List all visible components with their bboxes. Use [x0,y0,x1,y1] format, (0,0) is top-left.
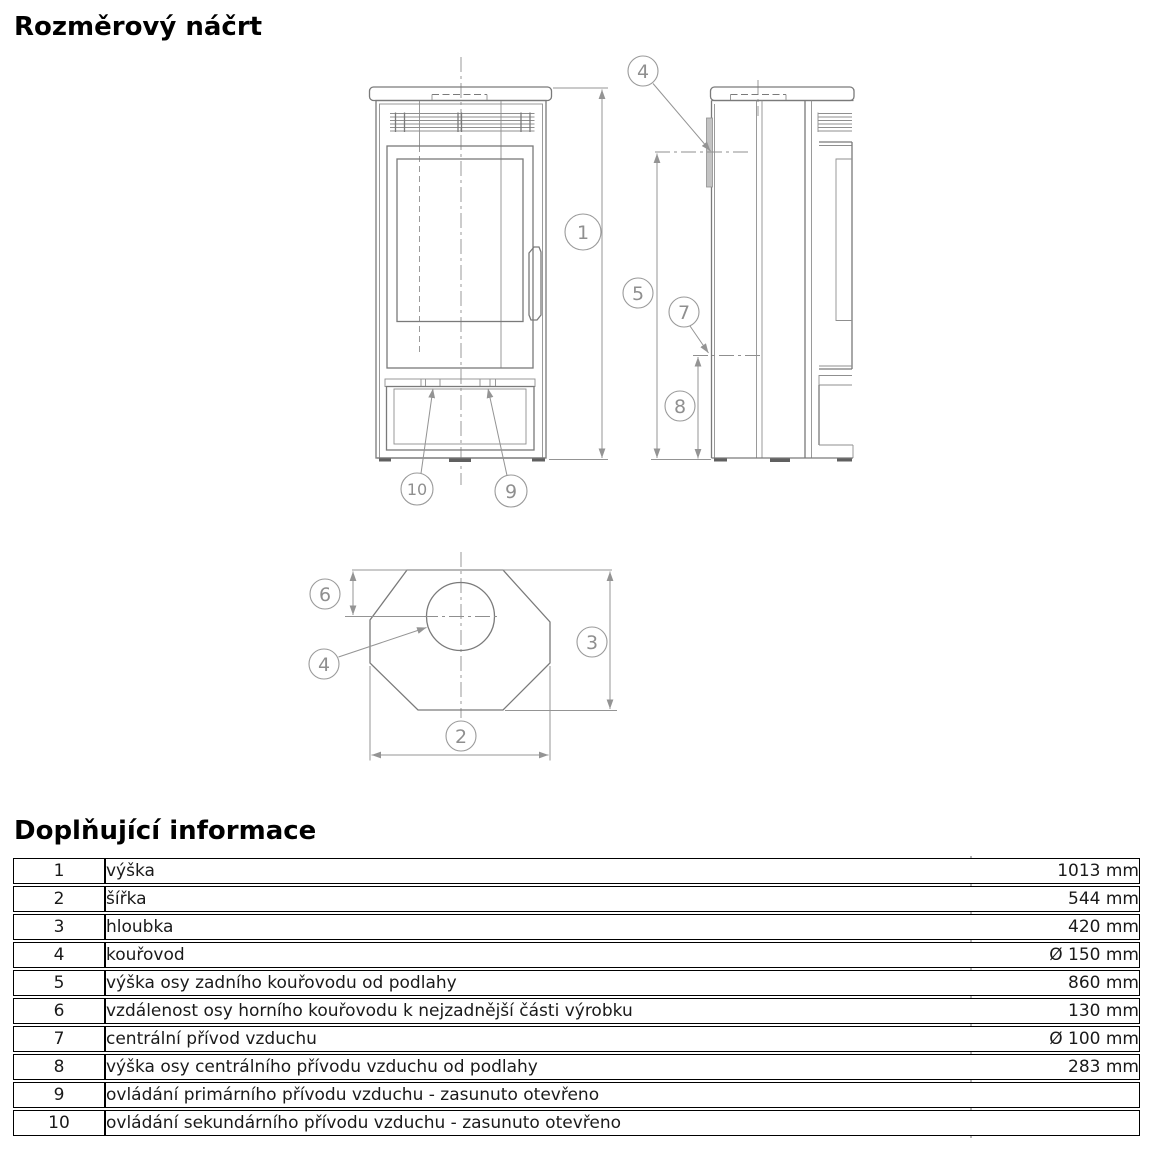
row-number-cell: 6 [13,998,105,1024]
row-value-cell [970,1082,1140,1108]
table-row [13,970,1140,996]
svg-text:10: 10 [406,480,428,499]
row-number-cell: 2 [13,886,105,912]
front-view [370,57,552,485]
svg-text:1: 1 [576,222,590,244]
table-row [13,858,1140,884]
section-title: Doplňující informace [14,816,317,846]
door-handle [529,247,541,320]
page-title: Rozměrový náčrt [14,12,263,42]
row-value-cell: 283 mm [970,1054,1140,1080]
callout-6 [310,579,340,609]
side-louvers [818,113,852,133]
row-label-cell: hloubka [105,914,970,940]
row-value-cell: 130 mm [970,998,1140,1024]
front-grille [390,113,535,133]
top-view-outline [370,570,550,710]
row-number-cell: 10 [13,1110,105,1136]
row-number-cell: 1 [13,858,105,884]
rear-flue-outlet [707,118,713,187]
table-row [13,1110,1140,1136]
row-value-cell: 860 mm [970,970,1140,996]
table-row [13,998,1140,1024]
callout-10 [401,473,433,505]
row-number-cell: 5 [13,970,105,996]
row-value-cell: 420 mm [970,914,1140,940]
row-value-cell: 1013 mm [970,858,1140,884]
row-label-cell: centrální přívod vzduchu [105,1026,970,1052]
row-label-cell: kouřovod [105,942,970,968]
svg-text:4: 4 [636,61,650,83]
callout-7 [669,297,699,327]
svg-text:6: 6 [318,584,332,606]
svg-text:9: 9 [504,481,518,503]
table-row [13,1026,1140,1052]
svg-text:2: 2 [454,726,468,748]
svg-text:5: 5 [631,283,645,305]
row-number-cell: 7 [13,1026,105,1052]
row-number-cell: 9 [13,1082,105,1108]
row-value-cell: Ø 150 mm [970,942,1140,968]
callout-1 [565,214,601,250]
stove-door [387,146,533,368]
top-view [370,552,550,718]
table-row [13,886,1140,912]
callout-9 [495,475,527,507]
table-row [13,1082,1140,1108]
row-number-cell: 4 [13,942,105,968]
svg-text:8: 8 [673,396,687,418]
callout-2 [446,721,476,751]
svg-text:4: 4 [317,654,331,676]
dimensions [309,56,711,761]
row-label-cell: výška [105,858,970,884]
row-label-cell: šířka [105,886,970,912]
door-glass [397,159,523,322]
row-label-cell: ovládání primárního přívodu vzduchu - zasunuto otevřeno [105,1082,970,1108]
row-label-cell: ovládání sekundárního přívodu vzduchu - zasunuto otevřeno [105,1110,970,1136]
callout-5 [623,278,653,308]
row-label-cell: výška osy centrálního přívodu vzduchu od podlahy [105,1054,970,1080]
table-row [13,914,1140,940]
table-row [13,1054,1140,1080]
row-value-cell: 544 mm [970,886,1140,912]
callout-4-top [309,649,339,679]
callout-3 [577,627,607,657]
row-value-cell: Ø 100 mm [970,1026,1140,1052]
row-label-cell: výška osy zadního kouřovodu od podlahy [105,970,970,996]
row-value-cell [970,1110,1140,1136]
callout-4-side [628,56,658,86]
svg-text:3: 3 [585,632,599,654]
row-number-cell: 3 [13,914,105,940]
callout-8 [665,391,695,421]
row-number-cell: 8 [13,1054,105,1080]
info-table [13,856,1140,1138]
table-row [13,942,1140,968]
row-label-cell: vzdálenost osy horního kouřovodu k nejzadnější části výrobku [105,998,970,1024]
svg-text:7: 7 [677,302,691,324]
